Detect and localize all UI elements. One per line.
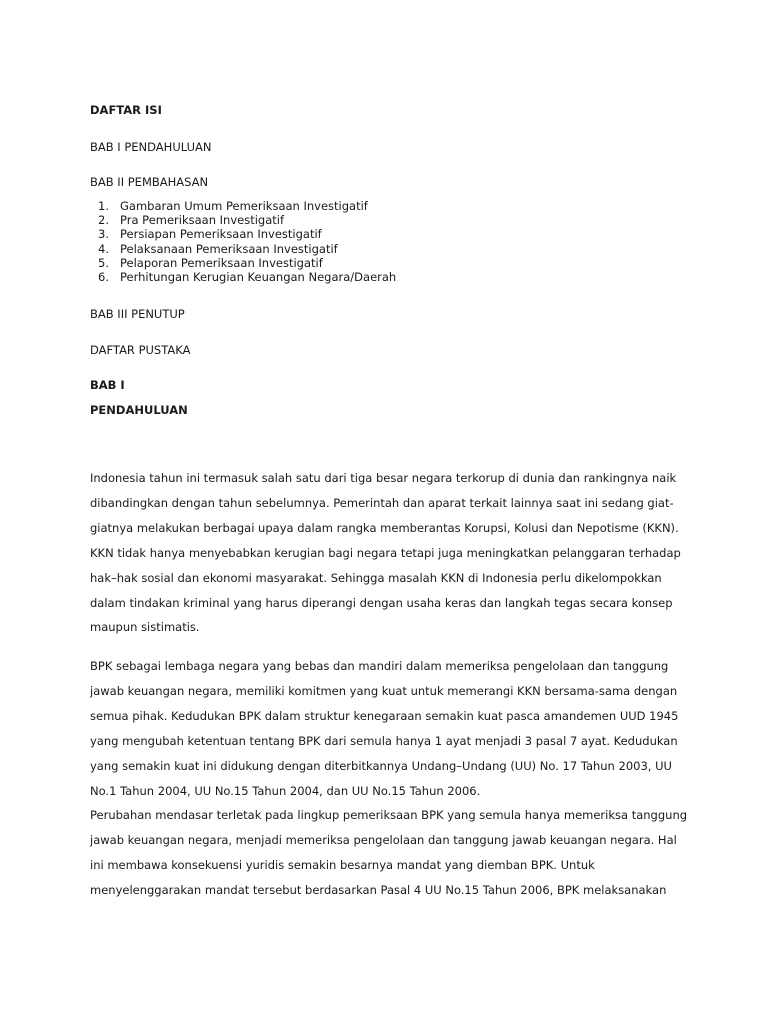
toc-item xyxy=(90,270,396,284)
toc-bab2: BAB II PEMBAHASAN xyxy=(90,175,209,189)
toc-item xyxy=(90,213,396,227)
toc-item-number: 6. xyxy=(98,270,109,285)
paragraph-line: giatnya melakukan berbagai upaya dalam rangka memberantas Korupsi, Kolusi dan Nepotisme (KKN). xyxy=(90,520,679,535)
toc-item-number: 4. xyxy=(98,241,109,256)
toc-bab3: BAB III PENUTUP xyxy=(90,307,185,321)
toc-title: DAFTAR ISI xyxy=(90,103,162,117)
toc-bab1: BAB I PENDAHULUAN xyxy=(90,140,212,154)
paragraph-line: KKN tidak hanya menyebabkan kerugian bagi negara tetapi juga meningkatkan pelanggaran terhadap xyxy=(90,545,681,560)
toc-item-number: 2. xyxy=(98,213,109,228)
toc-item xyxy=(90,227,396,241)
toc-item-number: 1. xyxy=(98,199,109,213)
paragraph-line: ini membawa konsekuensi yuridis semakin besarnya mandat yang diemban BPK. Untuk xyxy=(90,858,595,873)
paragraph-line: menyelenggarakan mandat tersebut berdasarkan Pasal 4 UU No.15 Tahun 2006, BPK melaksanakan xyxy=(90,883,667,898)
toc-daftar-pustaka: DAFTAR PUSTAKA xyxy=(90,343,191,357)
toc-item xyxy=(90,242,396,256)
toc-item xyxy=(90,256,396,270)
paragraph-line: yang mengubah ketentuan tentang BPK dari semula hanya 1 ayat menjadi 3 pasal 7 ayat. Kedudukan xyxy=(90,733,678,748)
toc-item xyxy=(90,199,396,213)
toc-item-number: 3. xyxy=(98,227,109,242)
paragraph-line: maupun sistimatis. xyxy=(90,620,200,635)
toc-subsection-list xyxy=(90,199,396,284)
paragraph-line: No.1 Tahun 2004, UU No.15 Tahun 2004, dan UU No.15 Tahun 2006. xyxy=(90,783,481,798)
paragraph-2 xyxy=(90,654,688,903)
toc-item-number: 5. xyxy=(98,255,109,270)
chapter-number: BAB I xyxy=(90,378,125,392)
toc-item-label: Gambaran Umum Pemeriksaan Investigatif xyxy=(120,199,368,213)
toc-item-label: Persiapan Pemeriksaan Investigatif xyxy=(120,227,322,242)
toc-item-label: Perhitungan Kerugian Keuangan Negara/Daerah xyxy=(120,270,397,285)
paragraph-line: dibandingkan dengan tahun sebelumnya. Pemerintah dan aparat terkait lainnya saat ini sedang giat- xyxy=(90,495,674,510)
paragraph-line: yang semakin kuat ini didukung dengan diterbitkannya Undang–Undang (UU) No. 17 Tahun 2003, UU xyxy=(90,758,672,773)
paragraph-line: jawab keuangan negara, menjadi memeriksa pengelolaan dan tanggung jawab keuangan negara. Hal xyxy=(90,833,677,848)
paragraph-line: Perubahan mendasar terletak pada lingkup pemeriksaan BPK yang semula hanya memeriksa tanggung xyxy=(90,808,688,823)
paragraph-1 xyxy=(90,466,680,640)
chapter-title: PENDAHULUAN xyxy=(90,403,188,417)
paragraph-line: dalam tindakan kriminal yang harus diperangi dengan usaha keras dan langkah tegas secara konsep xyxy=(90,595,673,610)
toc-item-label: Pelaporan Pemeriksaan Investigatif xyxy=(120,255,323,270)
paragraph-line: semua pihak. Kedudukan BPK dalam struktur kenegaraan semakin kuat pasca amandemen UUD 1945 xyxy=(90,708,679,723)
paragraph-line: jawab keuangan negara, memiliki komitmen yang kuat untuk memerangi KKN bersama-sama dengan xyxy=(90,683,678,698)
paragraph-line: hak–hak sosial dan ekonomi masyarakat. Sehingga masalah KKN di Indonesia perlu dikelompokkan xyxy=(90,570,662,585)
paragraph-line: BPK sebagai lembaga negara yang bebas dan mandiri dalam memeriksa pengelolaan dan tanggung xyxy=(90,659,669,673)
paragraph-line: Indonesia tahun ini termasuk salah satu dari tiga besar negara terkorup di dunia dan rankingnya naik xyxy=(90,471,677,485)
toc-item-label: Pelaksanaan Pemeriksaan Investigatif xyxy=(120,241,338,256)
toc-item-label: Pra Pemeriksaan Investigatif xyxy=(120,213,285,228)
